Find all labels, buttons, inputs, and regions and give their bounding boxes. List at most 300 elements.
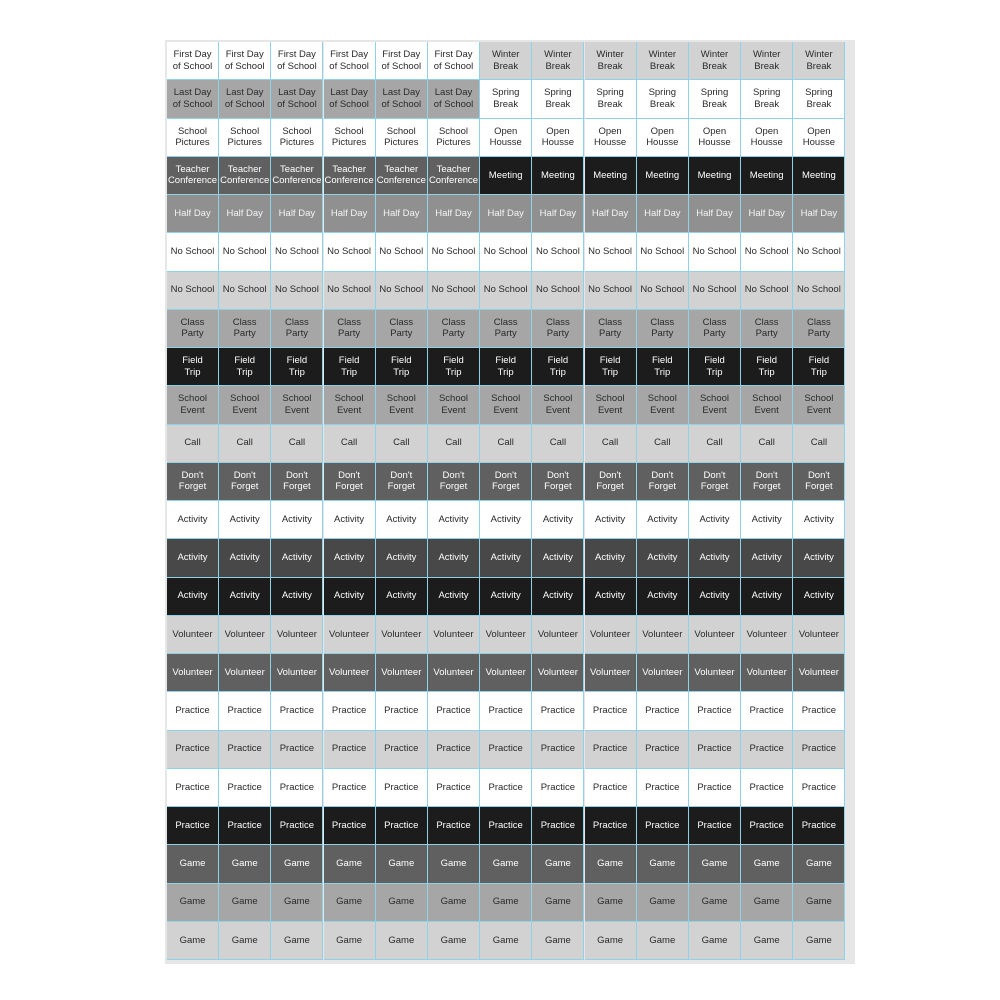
sticker-cell: Open Housse xyxy=(793,119,845,157)
sticker-cell: Game xyxy=(480,845,532,883)
sticker-cell: Practice xyxy=(585,807,637,845)
sticker-cell: Activity xyxy=(167,539,219,577)
sticker-cell: Game xyxy=(428,845,480,883)
sticker-cell: No School xyxy=(167,233,219,271)
sticker-cell: Practice xyxy=(219,692,271,730)
sticker-cell: Game xyxy=(585,845,637,883)
sticker-cell: School Event xyxy=(585,386,637,424)
sticker-cell: Open Housse xyxy=(741,119,793,157)
sticker-cell: Class Party xyxy=(793,310,845,348)
sticker-row xyxy=(165,233,855,271)
sticker-cell: Open Housse xyxy=(689,119,741,157)
sticker-cell: Volunteer xyxy=(428,654,480,692)
sticker-cell: Open Housse xyxy=(532,119,584,157)
sticker-cell: Volunteer xyxy=(532,654,584,692)
sticker-cell: Game xyxy=(741,845,793,883)
sticker-cell: Activity xyxy=(637,578,689,616)
sticker-cell: No School xyxy=(428,233,480,271)
sticker-cell: Spring Break xyxy=(637,80,689,118)
sticker-cell: School Event xyxy=(167,386,219,424)
sticker-cell: Volunteer xyxy=(376,654,428,692)
sticker-cell: Game xyxy=(480,922,532,960)
sticker-cell: First Day of School xyxy=(219,42,271,80)
sticker-cell: Field Trip xyxy=(324,348,376,386)
sticker-cell: First Day of School xyxy=(271,42,323,80)
sticker-cell: Activity xyxy=(793,578,845,616)
sticker-cell: Practice xyxy=(741,731,793,769)
sticker-cell: Practice xyxy=(167,692,219,730)
sticker-cell: Game xyxy=(793,845,845,883)
sticker-cell: Activity xyxy=(793,539,845,577)
sticker-cell: Open Housse xyxy=(585,119,637,157)
sticker-cell: Teacher Conference xyxy=(271,157,323,195)
sticker-cell: Activity xyxy=(480,578,532,616)
sticker-cell: Game xyxy=(376,845,428,883)
sticker-cell: Half Day xyxy=(428,195,480,233)
sticker-cell: Game xyxy=(793,884,845,922)
sticker-cell: Activity xyxy=(480,501,532,539)
sticker-cell: Activity xyxy=(689,578,741,616)
sticker-cell: Game xyxy=(376,922,428,960)
sticker-cell: Class Party xyxy=(271,310,323,348)
sticker-cell: Teacher Conference xyxy=(167,157,219,195)
sticker-cell: Volunteer xyxy=(741,654,793,692)
sticker-cell: School Event xyxy=(532,386,584,424)
sticker-cell: Practice xyxy=(271,692,323,730)
sticker-cell: Game xyxy=(532,922,584,960)
sticker-cell: Volunteer xyxy=(480,654,532,692)
sticker-cell: Don't Forget xyxy=(428,463,480,501)
sticker-cell: Call xyxy=(376,425,428,463)
sticker-cell: No School xyxy=(480,272,532,310)
sticker-cell: No School xyxy=(428,272,480,310)
sticker-cell: Half Day xyxy=(324,195,376,233)
sticker-cell: Practice xyxy=(167,731,219,769)
sticker-cell: Field Trip xyxy=(428,348,480,386)
sticker-cell: Practice xyxy=(219,731,271,769)
sticker-cell: No School xyxy=(271,233,323,271)
sticker-cell: Game xyxy=(167,884,219,922)
sticker-row xyxy=(165,42,855,80)
sticker-row xyxy=(165,348,855,386)
sticker-cell: No School xyxy=(793,233,845,271)
sticker-cell: Winter Break xyxy=(689,42,741,80)
sticker-cell: School Event xyxy=(793,386,845,424)
sticker-cell: Activity xyxy=(271,539,323,577)
sticker-cell: No School xyxy=(271,272,323,310)
sticker-cell: Activity xyxy=(689,501,741,539)
sticker-cell: No School xyxy=(219,233,271,271)
sticker-cell: No School xyxy=(480,233,532,271)
sticker-cell: Practice xyxy=(271,807,323,845)
sticker-cell: Spring Break xyxy=(793,80,845,118)
sticker-cell: Volunteer xyxy=(637,616,689,654)
sticker-row xyxy=(165,463,855,501)
sticker-cell: Activity xyxy=(428,501,480,539)
sticker-cell: Teacher Conference xyxy=(428,157,480,195)
sticker-cell: Activity xyxy=(532,578,584,616)
sticker-cell: No School xyxy=(741,233,793,271)
sticker-cell: First Day of School xyxy=(167,42,219,80)
sticker-cell: Call xyxy=(585,425,637,463)
sticker-cell: Volunteer xyxy=(271,654,323,692)
sticker-cell: Game xyxy=(637,922,689,960)
sticker-cell: Activity xyxy=(219,578,271,616)
sticker-cell: Field Trip xyxy=(271,348,323,386)
sticker-cell: Meeting xyxy=(793,157,845,195)
sticker-cell: School Event xyxy=(219,386,271,424)
sticker-cell: Volunteer xyxy=(167,616,219,654)
sticker-cell: School Event xyxy=(689,386,741,424)
sticker-cell: Practice xyxy=(741,692,793,730)
sticker-cell: Call xyxy=(167,425,219,463)
sticker-cell: School Event xyxy=(324,386,376,424)
sticker-cell: Activity xyxy=(219,539,271,577)
sticker-cell: Practice xyxy=(532,731,584,769)
sticker-cell: Practice xyxy=(741,807,793,845)
sticker-cell: Game xyxy=(271,884,323,922)
sticker-cell: Half Day xyxy=(167,195,219,233)
sticker-cell: Practice xyxy=(480,807,532,845)
sticker-cell: No School xyxy=(167,272,219,310)
sticker-row xyxy=(165,692,855,730)
sticker-cell: Half Day xyxy=(532,195,584,233)
sticker-cell: Winter Break xyxy=(741,42,793,80)
sticker-cell: Call xyxy=(428,425,480,463)
sticker-cell: No School xyxy=(376,272,428,310)
sticker-cell: Class Party xyxy=(428,310,480,348)
sticker-cell: Volunteer xyxy=(689,616,741,654)
sticker-cell: Activity xyxy=(585,501,637,539)
sticker-cell: First Day of School xyxy=(376,42,428,80)
sticker-cell: Activity xyxy=(324,539,376,577)
sticker-cell: Practice xyxy=(376,769,428,807)
sticker-cell: Call xyxy=(637,425,689,463)
sticker-cell: No School xyxy=(689,272,741,310)
sticker-cell: Don't Forget xyxy=(167,463,219,501)
sticker-cell: Spring Break xyxy=(480,80,532,118)
sticker-cell: Half Day xyxy=(219,195,271,233)
sticker-cell: Half Day xyxy=(480,195,532,233)
sticker-cell: Practice xyxy=(585,692,637,730)
sticker-cell: Activity xyxy=(167,501,219,539)
sticker-cell: Volunteer xyxy=(324,616,376,654)
sticker-cell: Spring Break xyxy=(532,80,584,118)
sticker-cell: Practice xyxy=(271,731,323,769)
sticker-cell: No School xyxy=(689,233,741,271)
sticker-cell: School Event xyxy=(480,386,532,424)
sticker-row xyxy=(165,272,855,310)
sticker-cell: Practice xyxy=(480,692,532,730)
sticker-cell: No School xyxy=(532,272,584,310)
sticker-cell: Practice xyxy=(741,769,793,807)
sticker-cell: Practice xyxy=(167,769,219,807)
sticker-cell: Activity xyxy=(167,578,219,616)
sticker-cell: Activity xyxy=(637,501,689,539)
sticker-cell: No School xyxy=(637,233,689,271)
sticker-cell: Winter Break xyxy=(637,42,689,80)
sticker-cell: Field Trip xyxy=(585,348,637,386)
sticker-cell: Activity xyxy=(741,501,793,539)
sticker-cell: School Event xyxy=(637,386,689,424)
sticker-cell: No School xyxy=(741,272,793,310)
sticker-cell: Don't Forget xyxy=(637,463,689,501)
sticker-cell: Game xyxy=(219,884,271,922)
sticker-cell: Practice xyxy=(637,692,689,730)
sticker-cell: Game xyxy=(689,884,741,922)
sticker-cell: No School xyxy=(376,233,428,271)
sticker-cell: Spring Break xyxy=(689,80,741,118)
sticker-cell: Volunteer xyxy=(585,654,637,692)
sticker-cell: Last Day of School xyxy=(428,80,480,118)
sticker-cell: Half Day xyxy=(741,195,793,233)
sticker-cell: Practice xyxy=(271,769,323,807)
sticker-cell: Winter Break xyxy=(585,42,637,80)
sticker-cell: No School xyxy=(219,272,271,310)
sticker-cell: Call xyxy=(793,425,845,463)
sticker-row xyxy=(165,884,855,922)
sticker-cell: Practice xyxy=(793,692,845,730)
sticker-cell: Winter Break xyxy=(480,42,532,80)
sticker-cell: Half Day xyxy=(689,195,741,233)
sticker-cell: Game xyxy=(219,845,271,883)
sticker-cell: Practice xyxy=(428,807,480,845)
sticker-cell: School Pictures xyxy=(219,119,271,157)
sticker-cell: Half Day xyxy=(637,195,689,233)
sticker-cell: Game xyxy=(324,845,376,883)
sticker-cell: Practice xyxy=(585,769,637,807)
sticker-cell: Game xyxy=(741,884,793,922)
sticker-cell: Class Party xyxy=(480,310,532,348)
sticker-cell: Practice xyxy=(480,731,532,769)
sticker-cell: Activity xyxy=(480,539,532,577)
sticker-row xyxy=(165,654,855,692)
sticker-cell: Practice xyxy=(219,807,271,845)
sticker-cell: Don't Forget xyxy=(271,463,323,501)
sticker-cell: Don't Forget xyxy=(532,463,584,501)
sticker-cell: No School xyxy=(532,233,584,271)
sticker-row xyxy=(165,845,855,883)
sticker-cell: Practice xyxy=(324,692,376,730)
sticker-row xyxy=(165,731,855,769)
sticker-cell: Practice xyxy=(167,807,219,845)
sticker-cell: No School xyxy=(793,272,845,310)
sticker-cell: Activity xyxy=(637,539,689,577)
sticker-cell: Class Party xyxy=(637,310,689,348)
sticker-cell: Call xyxy=(741,425,793,463)
sticker-cell: School Pictures xyxy=(428,119,480,157)
sticker-cell: Class Party xyxy=(167,310,219,348)
sticker-cell: Game xyxy=(324,922,376,960)
sticker-row xyxy=(165,157,855,195)
sticker-row xyxy=(165,922,855,960)
sticker-cell: Activity xyxy=(324,578,376,616)
sticker-cell: Practice xyxy=(689,769,741,807)
sticker-cell: Practice xyxy=(793,769,845,807)
sticker-cell: Practice xyxy=(689,731,741,769)
sticker-cell: Volunteer xyxy=(219,616,271,654)
sticker-cell: School Event xyxy=(271,386,323,424)
sticker-cell: Teacher Conference xyxy=(376,157,428,195)
sticker-cell: Practice xyxy=(324,769,376,807)
sticker-cell: School Pictures xyxy=(376,119,428,157)
sticker-cell: Activity xyxy=(585,539,637,577)
sticker-cell: Volunteer xyxy=(585,616,637,654)
sticker-cell: Activity xyxy=(271,578,323,616)
sticker-cell: Practice xyxy=(376,692,428,730)
sticker-row xyxy=(165,578,855,616)
sticker-cell: Practice xyxy=(793,807,845,845)
sticker-cell: Practice xyxy=(324,807,376,845)
sticker-cell: Class Party xyxy=(689,310,741,348)
sticker-cell: Practice xyxy=(637,769,689,807)
sticker-cell: Half Day xyxy=(793,195,845,233)
sticker-cell: Volunteer xyxy=(480,616,532,654)
sticker-cell: Practice xyxy=(689,692,741,730)
sticker-cell: Practice xyxy=(532,807,584,845)
sticker-cell: Last Day of School xyxy=(376,80,428,118)
sticker-cell: Don't Forget xyxy=(793,463,845,501)
sticker-cell: Winter Break xyxy=(532,42,584,80)
sticker-cell: Call xyxy=(532,425,584,463)
sticker-cell: Activity xyxy=(271,501,323,539)
sticker-cell: Call xyxy=(689,425,741,463)
sticker-cell: Field Trip xyxy=(793,348,845,386)
sticker-cell: Class Party xyxy=(532,310,584,348)
sticker-cell: Spring Break xyxy=(741,80,793,118)
sticker-cell: Practice xyxy=(585,731,637,769)
sticker-cell: Practice xyxy=(637,731,689,769)
sticker-cell: Volunteer xyxy=(219,654,271,692)
sticker-row xyxy=(165,310,855,348)
sticker-cell: Volunteer xyxy=(689,654,741,692)
sticker-cell: Game xyxy=(167,845,219,883)
sticker-cell: Game xyxy=(585,884,637,922)
sticker-cell: Game xyxy=(637,884,689,922)
sticker-cell: Field Trip xyxy=(689,348,741,386)
sticker-cell: Meeting xyxy=(637,157,689,195)
sticker-cell: Game xyxy=(167,922,219,960)
sticker-cell: Game xyxy=(689,845,741,883)
sticker-cell: Game xyxy=(428,922,480,960)
sticker-cell: Field Trip xyxy=(167,348,219,386)
sticker-row xyxy=(165,539,855,577)
sticker-cell: Game xyxy=(689,922,741,960)
sticker-cell: Activity xyxy=(324,501,376,539)
sticker-cell: Practice xyxy=(793,731,845,769)
sticker-cell: Last Day of School xyxy=(219,80,271,118)
sticker-cell: Class Party xyxy=(324,310,376,348)
sticker-cell: No School xyxy=(585,233,637,271)
sticker-cell: Call xyxy=(480,425,532,463)
sticker-cell: Don't Forget xyxy=(689,463,741,501)
sticker-cell: Field Trip xyxy=(637,348,689,386)
sticker-cell: Game xyxy=(271,845,323,883)
sticker-cell: Game xyxy=(271,922,323,960)
sticker-cell: First Day of School xyxy=(324,42,376,80)
sticker-cell: Game xyxy=(532,845,584,883)
sticker-cell: Field Trip xyxy=(376,348,428,386)
sticker-cell: School Event xyxy=(428,386,480,424)
sticker-cell: Practice xyxy=(532,769,584,807)
sticker-cell: Class Party xyxy=(585,310,637,348)
sticker-cell: Volunteer xyxy=(532,616,584,654)
sticker-cell: Activity xyxy=(376,501,428,539)
sticker-cell: Volunteer xyxy=(637,654,689,692)
sticker-cell: Open Housse xyxy=(637,119,689,157)
sticker-cell: Activity xyxy=(585,578,637,616)
sticker-cell: Field Trip xyxy=(741,348,793,386)
sticker-cell: No School xyxy=(637,272,689,310)
sticker-cell: Don't Forget xyxy=(741,463,793,501)
sticker-cell: Practice xyxy=(532,692,584,730)
sticker-cell: First Day of School xyxy=(428,42,480,80)
sticker-cell: Activity xyxy=(219,501,271,539)
sticker-row xyxy=(165,807,855,845)
sticker-cell: Practice xyxy=(428,769,480,807)
sticker-cell: Last Day of School xyxy=(324,80,376,118)
sticker-cell: Game xyxy=(793,922,845,960)
sticker-cell: Spring Break xyxy=(585,80,637,118)
sticker-cell: School Pictures xyxy=(271,119,323,157)
sticker-cell: Last Day of School xyxy=(271,80,323,118)
sticker-cell: Activity xyxy=(428,539,480,577)
sticker-cell: Practice xyxy=(689,807,741,845)
sticker-cell: Half Day xyxy=(585,195,637,233)
sticker-cell: Open Housse xyxy=(480,119,532,157)
sticker-cell: Game xyxy=(428,884,480,922)
sticker-row xyxy=(165,425,855,463)
sticker-cell: Volunteer xyxy=(793,616,845,654)
sticker-cell: Activity xyxy=(689,539,741,577)
sticker-cell: Meeting xyxy=(689,157,741,195)
sticker-cell: Volunteer xyxy=(741,616,793,654)
sticker-cell: Game xyxy=(532,884,584,922)
sticker-cell: Don't Forget xyxy=(376,463,428,501)
sticker-cell: Practice xyxy=(324,731,376,769)
sticker-cell: No School xyxy=(585,272,637,310)
sticker-cell: Teacher Conference xyxy=(219,157,271,195)
sticker-row xyxy=(165,80,855,118)
sticker-cell: Last Day of School xyxy=(167,80,219,118)
sticker-cell: School Pictures xyxy=(167,119,219,157)
sticker-cell: Volunteer xyxy=(271,616,323,654)
sticker-cell: Don't Forget xyxy=(324,463,376,501)
sticker-cell: Activity xyxy=(428,578,480,616)
sticker-cell: Call xyxy=(219,425,271,463)
sticker-row xyxy=(165,501,855,539)
sticker-sheet xyxy=(165,40,855,964)
sticker-row xyxy=(165,119,855,157)
sticker-row xyxy=(165,195,855,233)
sticker-cell: Activity xyxy=(376,578,428,616)
sticker-cell: Half Day xyxy=(376,195,428,233)
sticker-cell: Game xyxy=(376,884,428,922)
sticker-cell: Practice xyxy=(376,731,428,769)
sticker-cell: Call xyxy=(324,425,376,463)
sticker-cell: Game xyxy=(741,922,793,960)
sticker-cell: Game xyxy=(637,845,689,883)
sticker-cell: Activity xyxy=(741,539,793,577)
sticker-cell: Practice xyxy=(428,692,480,730)
sticker-cell: No School xyxy=(324,233,376,271)
sticker-cell: Class Party xyxy=(741,310,793,348)
sticker-cell: Practice xyxy=(428,731,480,769)
sticker-cell: Don't Forget xyxy=(480,463,532,501)
sticker-cell: Don't Forget xyxy=(219,463,271,501)
sticker-cell: Field Trip xyxy=(219,348,271,386)
sticker-cell: Half Day xyxy=(271,195,323,233)
